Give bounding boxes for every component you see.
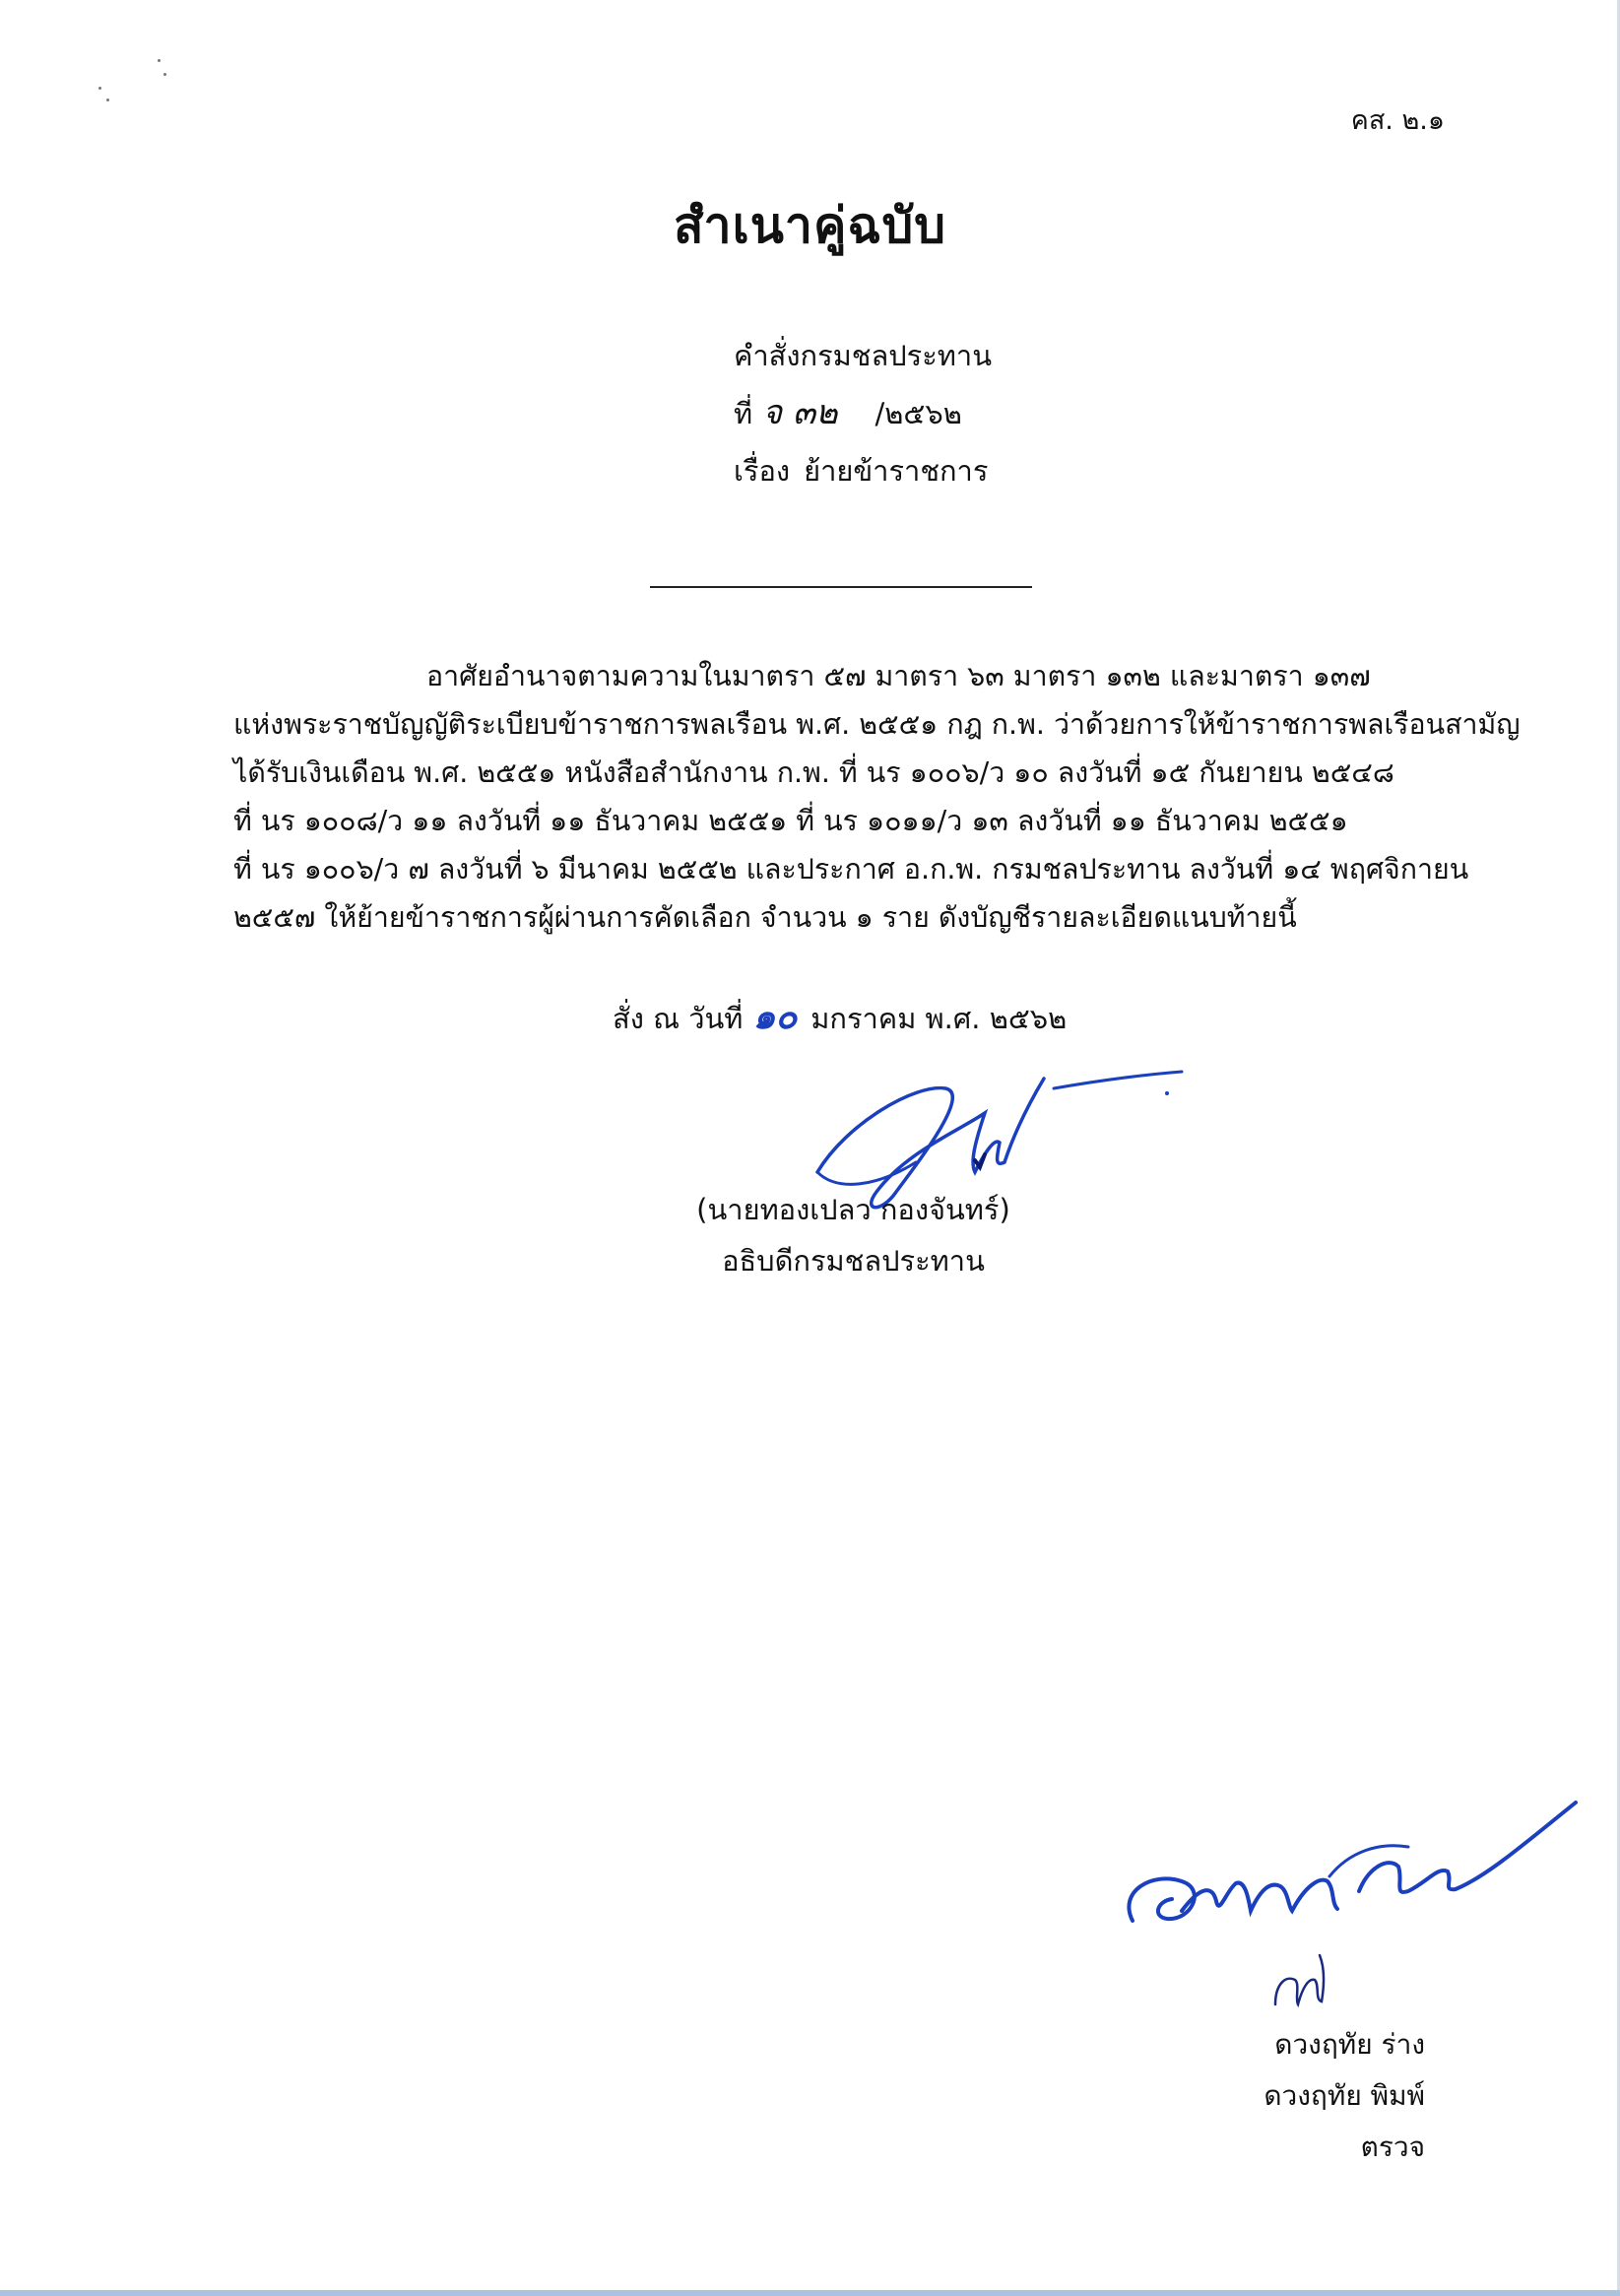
order-body [233, 652, 1521, 942]
scan-speck [106, 98, 109, 101]
footer-note-typed: ดวงฤทัย พิมพ์ [1264, 2079, 1425, 2112]
scan-speck [98, 87, 101, 90]
order-date-prefix: สั่ง ณ วันที่ [613, 1002, 744, 1035]
order-subject [734, 442, 992, 499]
signer-block [0, 1184, 1620, 1286]
footer-note-drafted: ดวงฤทัย ร่าง [1274, 2028, 1425, 2061]
signer-name: (นายทองเปลว กองจันทร์) [696, 1193, 1010, 1226]
scan-speck [163, 73, 166, 76]
body-line: แห่งพระราชบัญญัติระเบียบข้าราชการพลเรือน พ.ศ. ๒๕๕๑ กฎ ก.พ. ว่าด้วยการให้ข้าราชการพลเรือนสามัญ [233, 708, 1521, 741]
order-header [734, 327, 992, 499]
body-line: ๒๕๕๗ ให้ย้ายข้าราชการผู้ผ่านการคัดเลือก จำนวน ๑ ราย ดังบัญชีรายละเอียดแนบท้ายนี้ [233, 901, 1297, 934]
order-number-prefix: ที่ [734, 397, 753, 430]
form-code: คส. ๒.๑ [1350, 105, 1445, 136]
document-title: สำเนาคู่ฉบับ [674, 197, 946, 254]
subject-label: เรื่อง [734, 454, 791, 488]
footer-note-checked: ตรวจ [1360, 2131, 1425, 2163]
order-number [734, 384, 992, 442]
order-date [613, 988, 1067, 1044]
order-heading: คำสั่งกรมชลประทาน [734, 339, 993, 372]
drafter-initial [1261, 1950, 1339, 2019]
scan-bottom-edge [0, 2290, 1620, 2296]
order-number-year: /๒๕๖๒ [875, 397, 962, 430]
body-line: อาศัยอำนาจตามความในมาตรา ๕๗ มาตรา ๖๓ มาตรา ๑๓๒ และมาตรา ๑๓๗ [426, 660, 1371, 692]
scan-speck [158, 59, 161, 62]
order-number-handwritten: จ ๓๒ [762, 393, 838, 432]
body-line: ที่ นร ๑๐๐๖/ว ๗ ลงวันที่ ๖ มีนาคม ๒๕๕๒ และประกาศ อ.ก.พ. กรมชลประทาน ลงวันที่ ๑๔ พฤศจิกายน [233, 853, 1469, 886]
subject-value: ย้ายข้าราชการ [804, 454, 989, 488]
order-date-month-year: มกราคม พ.ศ. ๒๕๖๒ [810, 1002, 1068, 1035]
signer-position: อธิบดีกรมชลประทาน [722, 1244, 985, 1278]
order-date-day-handwritten: ๑๐ [752, 996, 798, 1037]
body-line: ที่ นร ๑๐๐๘/ว ๑๑ ลงวันที่ ๑๑ ธันวาคม ๒๕๕๑ ที่ นร ๑๐๑๑/ว ๑๓ ลงวันที่ ๑๑ ธันวาคม ๒๕๕๑ [233, 805, 1348, 837]
footer-notes [1264, 2019, 1425, 2173]
header-divider [650, 586, 1032, 588]
reviewer-signature [1113, 1773, 1586, 1990]
body-line: ได้รับเงินเดือน พ.ศ. ๒๕๕๑ หนังสือสำนักงาน ก.พ. ที่ นร ๑๐๐๖/ว ๑๐ ลงวันที่ ๑๕ กันยายน ๒๕๔๘ [233, 756, 1394, 789]
